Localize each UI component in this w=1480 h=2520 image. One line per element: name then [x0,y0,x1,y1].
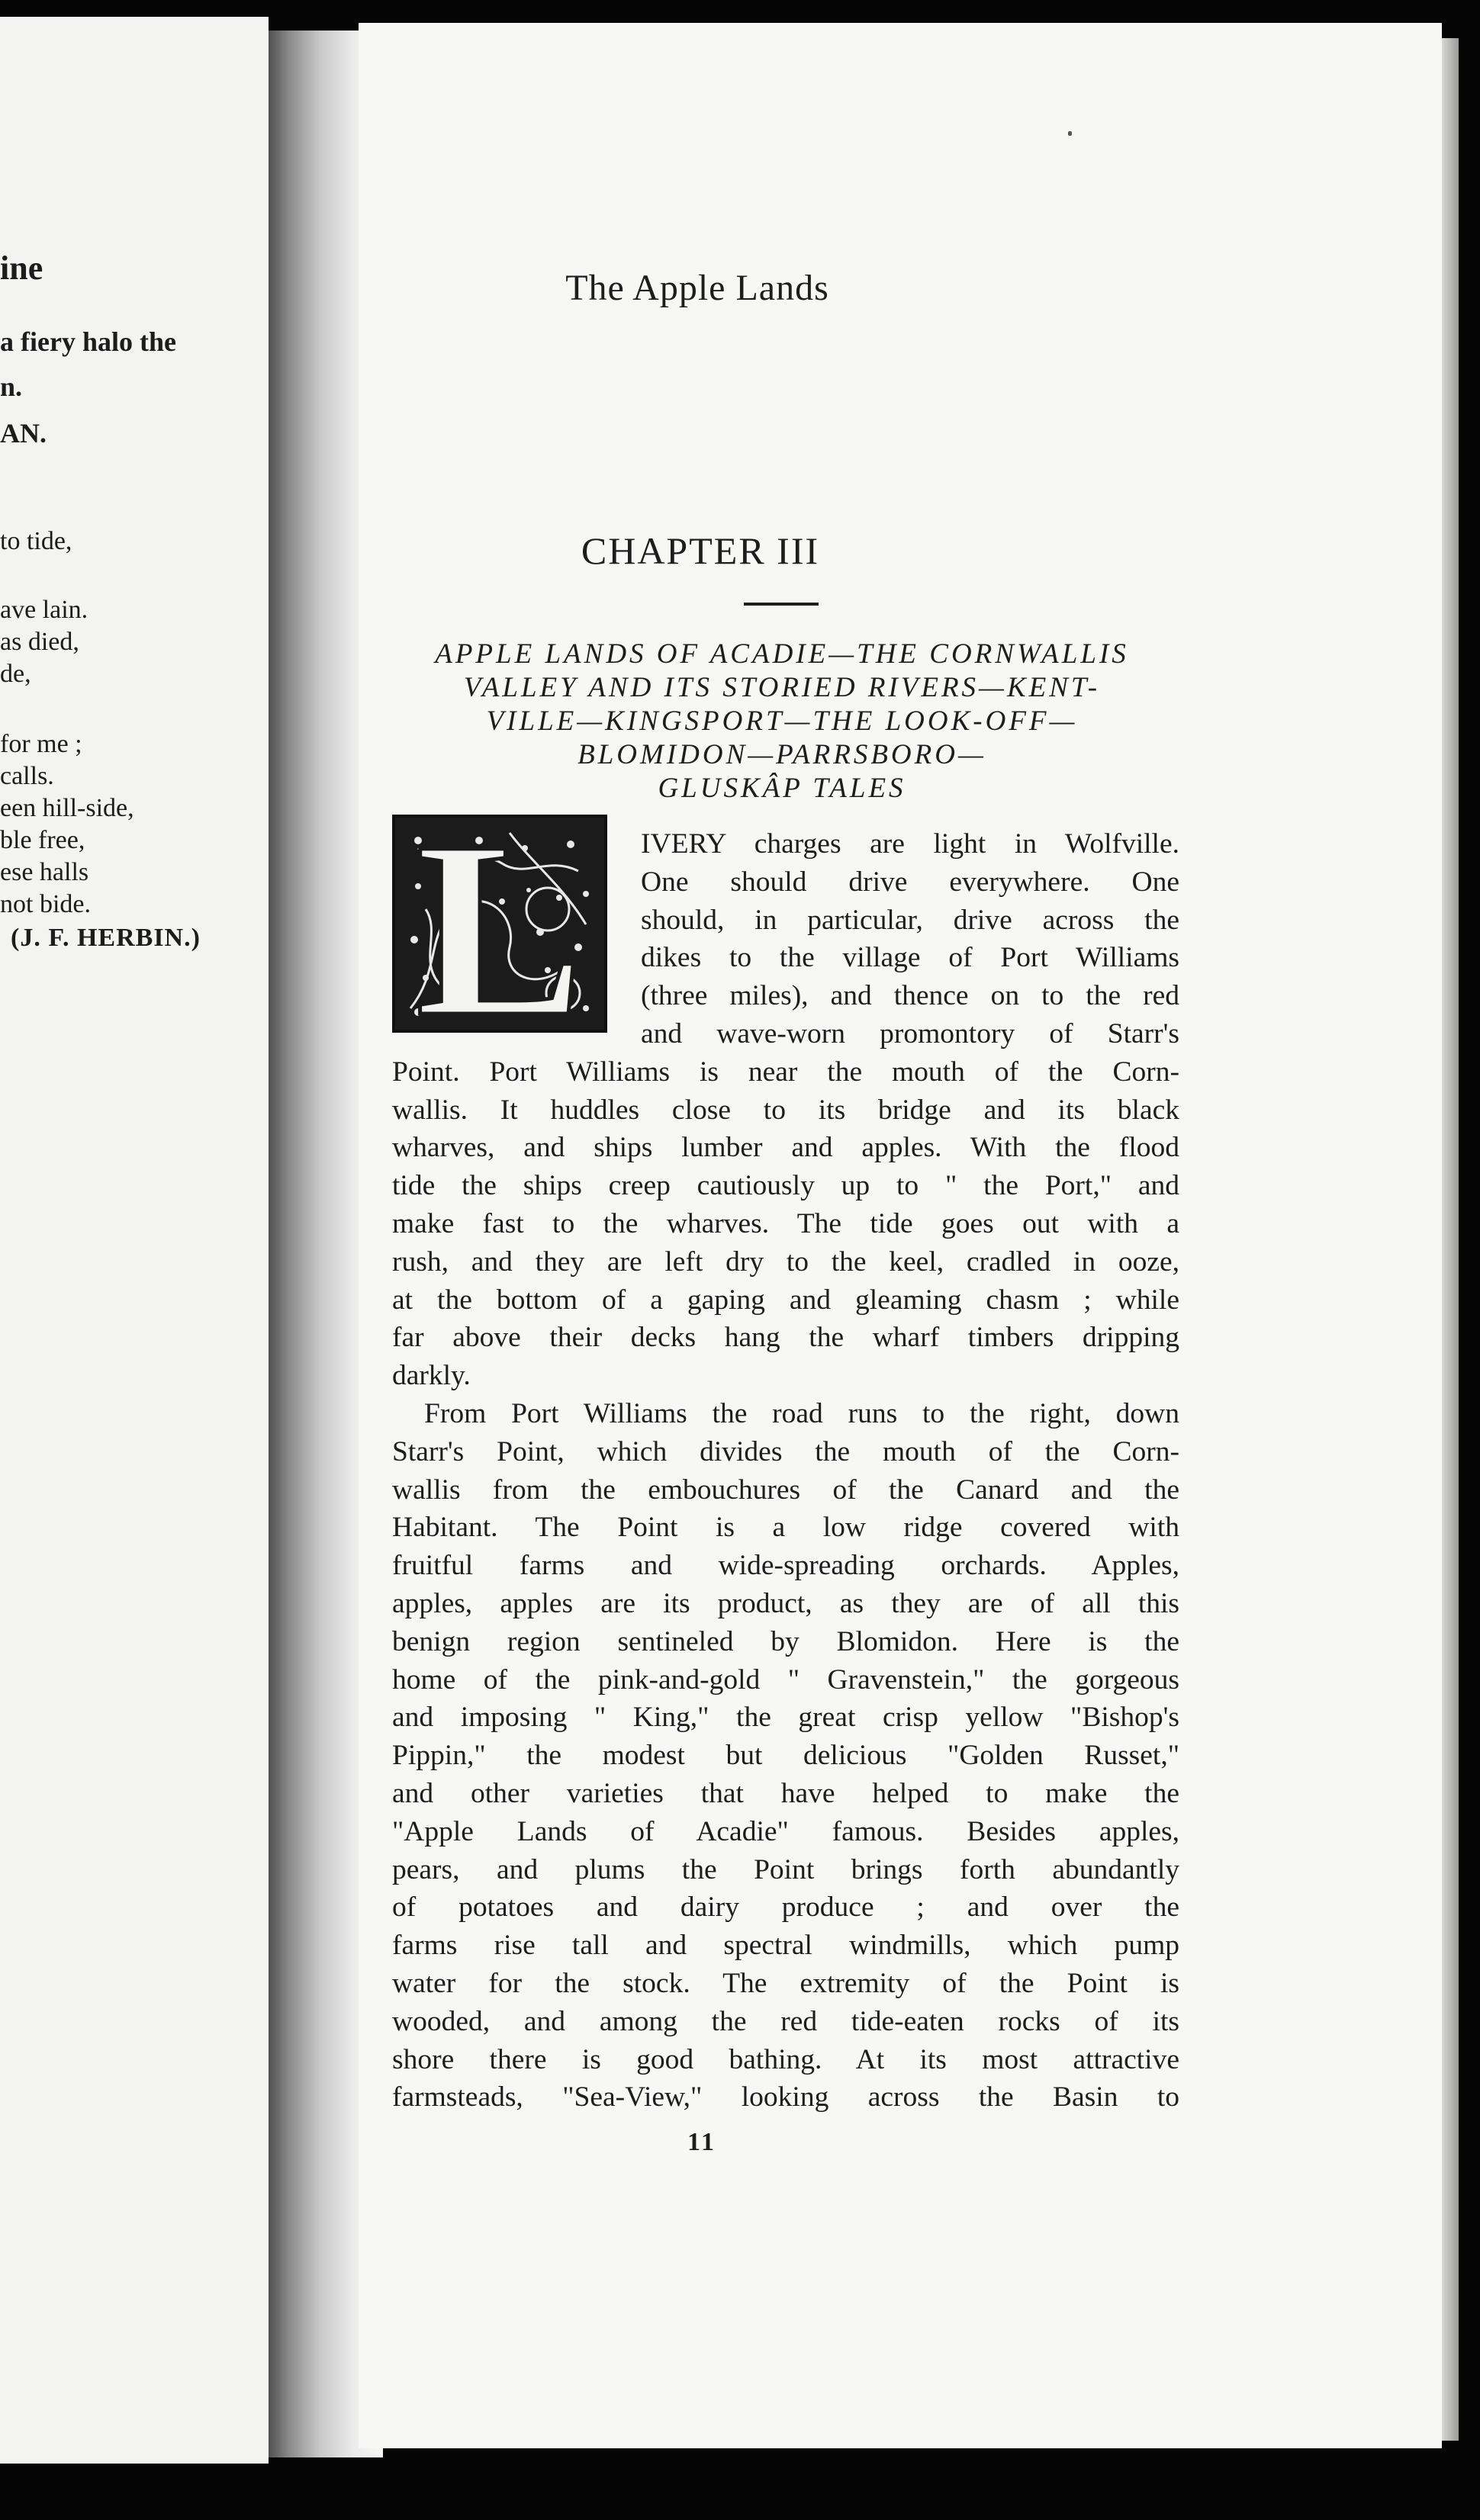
body-text-line: far above their decks hang the wharf timbers dripping [392,1322,1179,1354]
body-text-line: wallis. It huddles close to its bridge and its black [392,1094,1179,1126]
running-head: The Apple Lands [565,268,829,308]
body-text-line: shore there is good bathing. At its most attractive [392,2043,1179,2075]
body-text-line: should, in particular, drive across the [641,904,1179,936]
body-text-line: fruitful farms and wide-spreading orchards. Apples, [392,1550,1179,1582]
body-text-line: IVERY charges are light in Wolfville. [641,828,1179,860]
body-text-line: and imposing " King," the great crisp yellow "Bishop's [392,1702,1179,1734]
body-text-line: water for the stock. The extremity of the Point is [392,1968,1179,1999]
body-text-line: Point. Port Williams is near the mouth of the Corn- [392,1056,1179,1088]
facing-page-line: as died, [0,628,79,656]
facing-page-line: not bide. [0,890,91,918]
body-text-line: home of the pink-and-gold " Gravenstein," the gorgeous [392,1663,1179,1696]
body-text-line: (three miles), and thence on to the red [641,980,1179,1012]
facing-page-line: for me ; [0,730,82,758]
facing-page-line: n. [0,371,23,402]
chapter-heading: CHAPTER III [581,529,820,572]
paper-speck [1068,131,1072,136]
chapter-summary-line: GLUSKÂP TALES [658,773,906,804]
body-text-line: at the bottom of a gaping and gleaming chasm ; while [392,1284,1179,1316]
body-text-line: wharves, and ships lumber and apples. With the flood [392,1132,1179,1164]
facing-page-line: ble free, [0,826,85,854]
facing-page-line: calls. [0,762,54,790]
body-text-line: make fast to the wharves. The tide goes out with a [392,1208,1179,1239]
facing-page-line: to tide, [0,527,72,555]
body-text-line: benign region sentineled by Blomidon. Here is the [392,1625,1179,1657]
facing-page-line: een hill-side, [0,794,134,822]
body-text-line: Habitant. The Point is a low ridge covered with [392,1512,1179,1544]
page-number: 11 [687,2128,717,2156]
body-text-line: apples, apples are its product, as they are of all this [392,1588,1179,1619]
facing-page-line: (J. F. HERBIN.) [11,924,201,952]
body-text-line: darkly. [392,1360,471,1392]
chapter-summary-line: VALLEY AND ITS STORIED RIVERS—KENT- [463,672,1101,703]
drop-cap-letter: L [415,815,584,1033]
body-text-line: rush, and they are left dry to the keel, cradled in ooze, [392,1246,1179,1278]
body-text-line: farmsteads, "Sea-View," looking across the Basin to [392,2081,1179,2113]
body-text-line: and other varieties that have helped to make the [392,1778,1179,1809]
facing-page-line: ese halls [0,858,89,886]
chapter-summary-line: BLOMIDON—PARRSBORO— [578,739,986,770]
facing-page-line: de, [0,660,31,688]
facing-page-line: AN. [0,418,47,448]
facing-page-line: a fiery halo the [0,326,176,357]
body-text-line: wooded, and among the red tide-eaten rocks of its [392,2005,1179,2037]
body-text-line: From Port Williams the road runs to the right, down [424,1398,1179,1429]
facing-page-left [0,17,269,2464]
facing-page-line: ine [0,249,43,287]
body-text-line: "Apple Lands of Acadie" famous. Besides apples, [392,1815,1179,1847]
body-text-line: pears, and plums the Point brings forth abundantly [392,1853,1179,1885]
body-text-line: wallis from the embouchures of the Canard and the [392,1474,1179,1506]
body-text-line: tide the ships creep cautiously up to " the Port," and [392,1170,1179,1202]
body-text-line: and wave-worn promontory of Starr's [641,1018,1179,1049]
decorated-initial [392,815,607,1033]
chapter-rule [744,603,819,606]
body-text-line: Pippin," the modest but delicious "Golden Russet," [392,1740,1179,1772]
body-text-line: Starr's Point, which divides the mouth of the Corn- [392,1435,1179,1467]
facing-page-line: ave lain. [0,596,88,624]
chapter-summary-line: APPLE LANDS OF ACADIE—THE CORNWALLIS [435,638,1129,670]
body-text-line: of potatoes and dairy produce ; and over the [392,1892,1179,1924]
body-text-line: dikes to the village of Port Williams [641,942,1179,974]
chapter-summary [385,638,1179,805]
chapter-summary-line: VILLE—KINGSPORT—THE LOOK-OFF— [486,706,1078,737]
page-edge [1442,38,1459,2441]
body-text-line: One should drive everywhere. One [641,866,1179,898]
body-text-line: farms rise tall and spectral windmills, which pump [392,1930,1179,1962]
